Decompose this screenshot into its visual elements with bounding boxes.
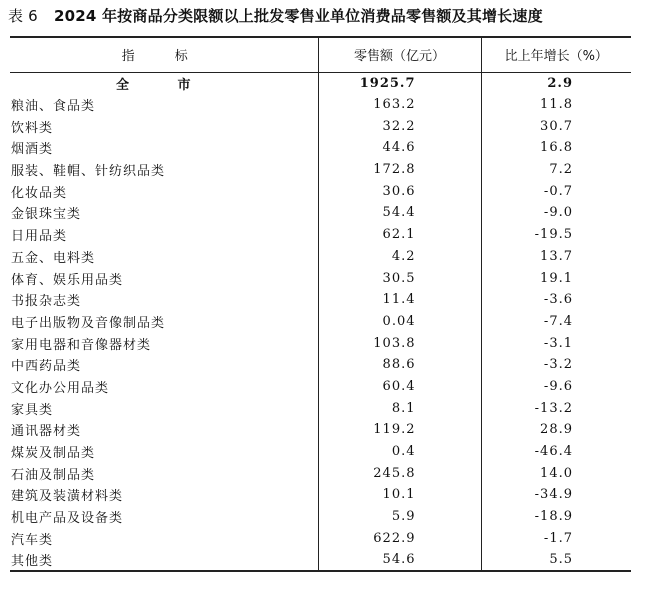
category-name: 服装、鞋帽、针纺织品类: [11, 164, 166, 180]
retail-value: 44.6: [318, 137, 481, 159]
growth-rate: 28.9: [481, 419, 631, 441]
retail-value: 30.5: [318, 267, 481, 289]
category-name: 粮油、食品类: [11, 99, 96, 115]
retail-value: 103.8: [318, 332, 481, 354]
growth-rate: -1.7: [481, 527, 631, 549]
table-row: [10, 462, 631, 484]
retail-value: 30.6: [318, 180, 481, 202]
retail-value: 163.2: [318, 94, 481, 116]
category-name: 文化办公用品类: [11, 380, 110, 396]
table-row: [10, 332, 631, 354]
retail-value: 32.2: [318, 115, 481, 137]
header-growth-rate: 比上年增长（%）: [481, 37, 631, 72]
category-name: 煤炭及制品类: [11, 446, 96, 462]
table-row: [10, 289, 631, 311]
retail-value: 8.1: [318, 397, 481, 419]
retail-value: 62.1: [318, 224, 481, 246]
category-name: 电子出版物及音像制品类: [11, 315, 166, 331]
category-name: 其他类: [10, 549, 318, 571]
category-name: 金银珠宝类: [11, 207, 82, 223]
category-name: 建筑及装潢材料类: [11, 489, 124, 505]
growth-rate: -46.4: [481, 441, 631, 463]
table-row: [10, 267, 631, 289]
retail-value: 5.9: [318, 506, 481, 528]
category-name: 家具类: [11, 402, 54, 418]
category-name: 烟酒类: [11, 142, 54, 158]
retail-value: 60.4: [318, 376, 481, 398]
growth-rate: -18.9: [481, 506, 631, 528]
growth-rate: -7.4: [481, 311, 631, 333]
retail-value: 0.04: [318, 311, 481, 333]
table-row: [10, 441, 631, 463]
category-name: 中西药品类: [11, 359, 82, 375]
total-row: [10, 72, 631, 94]
growth-rate: -9.0: [481, 202, 631, 224]
category-name: 汽车类: [11, 532, 54, 548]
category-name: 体育、娱乐用品类: [11, 272, 124, 288]
growth-rate: -34.9: [481, 484, 631, 506]
header-indicator: 指 标: [10, 37, 318, 72]
retail-sales-table: [10, 36, 631, 572]
growth-rate: 11.8: [481, 94, 631, 116]
table-header-row: [10, 37, 631, 72]
retail-value: 10.1: [318, 484, 481, 506]
retail-value: 88.6: [318, 354, 481, 376]
growth-rate: 30.7: [481, 115, 631, 137]
table-row: [10, 311, 631, 333]
category-name: 石油及制品类: [11, 467, 96, 483]
category-name: 通讯器材类: [11, 424, 82, 440]
table-title: [8, 5, 543, 26]
total-value: 1925.7: [318, 72, 481, 94]
growth-rate: -3.6: [481, 289, 631, 311]
retail-value: 54.4: [318, 202, 481, 224]
table-row: [10, 397, 631, 419]
retail-value: 119.2: [318, 419, 481, 441]
table-row: [10, 159, 631, 181]
growth-rate: -19.5: [481, 224, 631, 246]
category-name: 书报杂志类: [11, 294, 82, 310]
growth-rate: -13.2: [481, 397, 631, 419]
total-growth: 2.9: [481, 72, 631, 94]
table-row: [10, 506, 631, 528]
category-name: 饮料类: [11, 120, 54, 136]
retail-value: 622.9: [318, 527, 481, 549]
table-number: 表 6: [8, 7, 38, 25]
table-row: [10, 354, 631, 376]
growth-rate: 14.0: [481, 462, 631, 484]
table-row: [10, 224, 631, 246]
growth-rate: 5.5: [481, 549, 631, 571]
table-row: [10, 137, 631, 159]
table-row: [10, 94, 631, 116]
retail-value: 4.2: [318, 246, 481, 268]
table-row: [10, 527, 631, 549]
category-name: 日用品类: [11, 229, 68, 245]
retail-value: 54.6: [318, 549, 481, 571]
total-label: 全 市: [115, 77, 213, 93]
category-name: 五金、电料类: [11, 250, 96, 266]
growth-rate: -9.6: [481, 376, 631, 398]
growth-rate: 13.7: [481, 246, 631, 268]
header-retail-value: 零售额（亿元）: [318, 37, 481, 72]
growth-rate: 19.1: [481, 267, 631, 289]
growth-rate: -0.7: [481, 180, 631, 202]
retail-value: 245.8: [318, 462, 481, 484]
table-row: [10, 484, 631, 506]
table-row: [10, 115, 631, 137]
table-row: [10, 549, 631, 571]
table-row: [10, 419, 631, 441]
table-row: [10, 202, 631, 224]
growth-rate: -3.2: [481, 354, 631, 376]
growth-rate: -3.1: [481, 332, 631, 354]
table-row: [10, 246, 631, 268]
growth-rate: 16.8: [481, 137, 631, 159]
category-name: 机电产品及设备类: [11, 511, 124, 527]
retail-value: 172.8: [318, 159, 481, 181]
table-title-text: 2024 年按商品分类限额以上批发零售业单位消费品零售额及其增长速度: [54, 7, 543, 25]
retail-value: 0.4: [318, 441, 481, 463]
table-row: [10, 376, 631, 398]
retail-value: 11.4: [318, 289, 481, 311]
table-body: [10, 72, 631, 571]
category-name: 化妆品类: [11, 185, 68, 201]
table-row: [10, 180, 631, 202]
category-name: 家用电器和音像器材类: [11, 337, 152, 353]
growth-rate: 7.2: [481, 159, 631, 181]
